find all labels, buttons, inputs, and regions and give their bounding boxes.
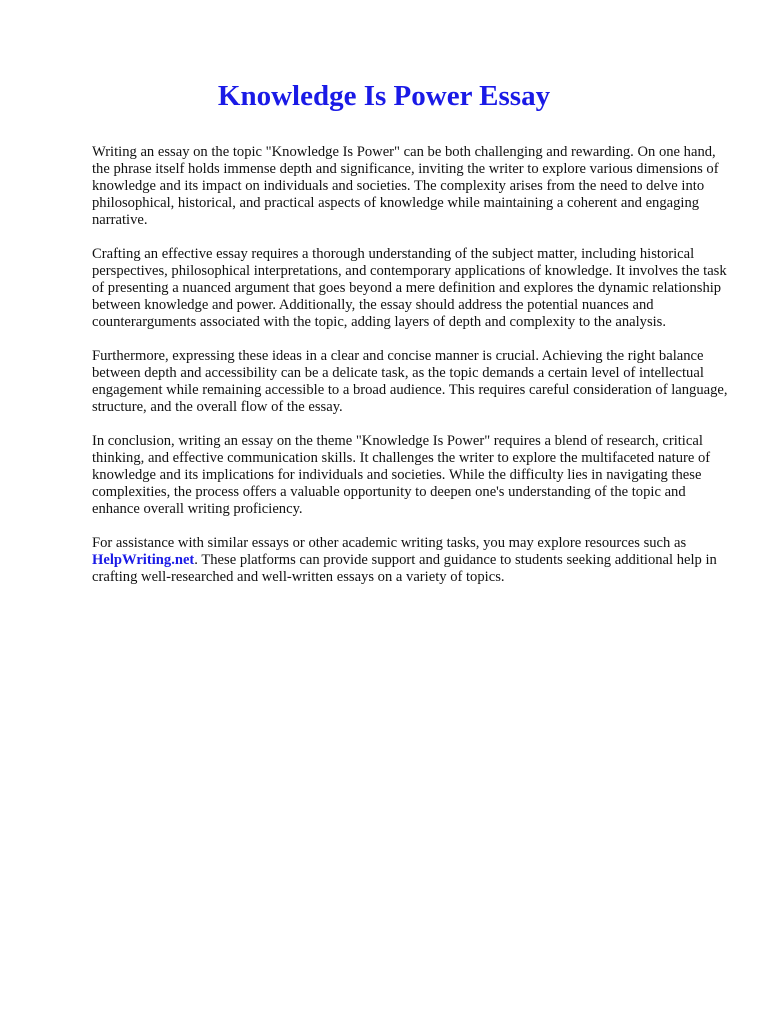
- paragraph-3: Furthermore, expressing these ideas in a clear and concise manner is crucial. Achieving the right balance between depth and accessibility can be a delicate task, as the topic demands a certain level of intellectual engagement while remaining accessible to a broad audience. This requires careful consideration of language, structure, and the overall flow of the essay.: [92, 348, 728, 415]
- paragraph-2: Crafting an effective essay requires a thorough understanding of the subject matter, including historical perspectives, philosophical interpretations, and contemporary applications of knowledge. It involves the task of presenting a nuanced argument that goes beyond a mere definition and explores the dynamic relationship between knowledge and power. Additionally, the essay should address the potential nuances and counterarguments associated with the topic, adding layers of depth and complexity to the analysis.: [92, 246, 727, 330]
- paragraph-5-text-before-link: For assistance with similar essays or other academic writing tasks, you may explore resources such as: [92, 535, 687, 551]
- page-title: Knowledge Is Power Essay: [217, 80, 551, 112]
- helpwriting-link[interactable]: HelpWriting.net: [92, 552, 195, 568]
- paragraph-4: In conclusion, writing an essay on the theme "Knowledge Is Power" requires a blend of research, critical thinking, and effective communication skills. It challenges the writer to explore the multifaceted nature of knowledge and its implications for individuals and societies. While the difficulty lies in navigating these complexities, the process offers a valuable opportunity to deepen one's understanding of the topic and enhance overall writing proficiency.: [92, 433, 711, 517]
- paragraph-5-text-after-link: . These platforms can provide support and guidance to students seeking additional help in crafting well-researched and well-written essays on a variety of topics.: [92, 552, 717, 585]
- paragraph-1: Writing an essay on the topic "Knowledge Is Power" can be both challenging and rewarding. On one hand, the phrase itself holds immense depth and significance, inviting the writer to explore various dimensions of knowledge and its impact on individuals and societies. The complexity arises from the need to delve into philosophical, historical, and practical aspects of knowledge while maintaining a coherent and engaging narrative.: [92, 144, 719, 228]
- paragraph-5: [92, 535, 728, 586]
